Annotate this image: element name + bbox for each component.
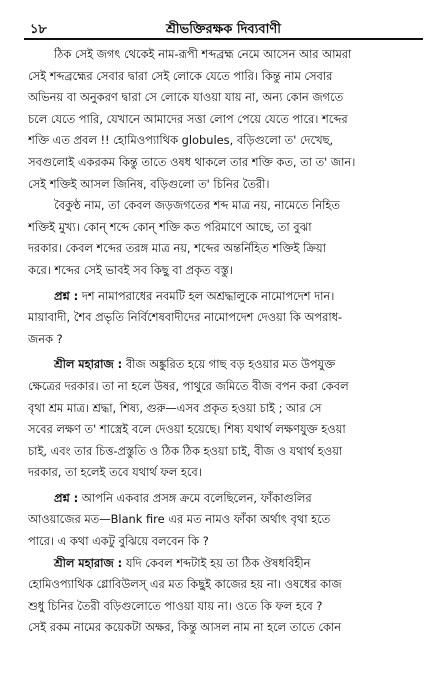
question-label: প্রশ্ন : xyxy=(54,288,79,303)
text-line: চলে যেতে পারি, যেখানে আমাদের সত্তা লোপ পেয়ে যেতে পারে। শব্দের xyxy=(28,111,348,126)
paragraph-2 xyxy=(28,195,419,281)
text-line: দরকার, তা হলেই তবে যথার্থ ফল হবে। xyxy=(28,465,202,480)
text-line: জনক ? xyxy=(28,331,63,346)
text-line: সবগুলোই একরকম কিন্তু তাতে ওষধ থাকলে তার শক্তি কত, তা ত' জান। xyxy=(28,154,356,169)
text-line: শুধু চিনির তৈরী বড়িগুলোতে পাওয়া যায় না। ওতে কি ফল হবে ? xyxy=(28,598,323,613)
page-number: ১৮ xyxy=(30,22,47,37)
text-line: ঠিক সেই জগৎ থেকেই নাম-রূপী শব্দব্রহ্ম নেমে আসেন আর আমরা xyxy=(54,47,352,61)
text-line: অভিনয় বা অনুকরণ দ্বারা সে লোকে যাওয়া যায় না, অন্য কোন জগতে xyxy=(28,90,344,105)
text-line: করে। শব্দের সেই ভাবই সব কিছু বা প্রকৃত বস্তু। xyxy=(28,262,233,277)
text-line xyxy=(28,488,419,510)
text-line: হোমিওপ্যাথিক গ্লোবিউলস্ এর মত কিছুই কাজের হয় না। ওষধের কাজ xyxy=(28,577,342,592)
text-line: সবের লক্ষণ ত' শাস্ত্রেই বলে দেওয়া হয়েছে। শিষ্য যথার্থ লক্ষণযুক্ত হওয়া xyxy=(28,422,346,437)
page-body xyxy=(28,44,419,639)
text-line xyxy=(28,553,419,575)
answer-text: বীজ অঙ্কুরিত হয়ে গাছ বড় হওয়ার মত উপযুক্ত xyxy=(125,357,336,372)
text-line: বৃথা শ্রম মাত্র। শ্রদ্ধা, শিষ্য, গুরু—এসব প্রকৃত হওয়া চাই ; আর সে xyxy=(28,400,322,415)
text-line: বৈকুণ্ঠ নাম, তা কেবল জড়জগতের শব্দ মাত্র নয়, নামেতে নিহিত xyxy=(54,198,340,213)
speaker-label: শ্রীল মহারাজ : xyxy=(54,357,123,372)
question-label: প্রশ্ন : xyxy=(54,490,79,505)
question-text: দশ নামাপরাধের নবমটি হল অশ্রদ্ধালুকে নামোপদেশ দান। xyxy=(81,288,335,303)
text-line: শক্তি এত প্রবল !! হোমিওপ্যাথিক globules, বড়িগুলো ত' দেখেছ, xyxy=(28,133,334,148)
text-line xyxy=(28,354,419,376)
text-line xyxy=(28,286,419,308)
paragraph-1 xyxy=(28,44,419,195)
text-line: সেই শক্তিই আসল জিনিষ, বড়িগুলো ত' চিনির তৈরী। xyxy=(28,176,270,191)
running-title: শ্রীভক্তিরক্ষক দিব্যবাণী xyxy=(165,22,281,37)
text-line: মায়াবাদী, শৈব প্রভৃতি নির্বিশেষবাদীদের নামোপদেশ দেওয়া কি অপরাধ- xyxy=(28,310,343,325)
header-rule xyxy=(24,38,423,40)
text-line: দরকার। কেবল শব্দের তরঙ্গ মাত্র নয়, শব্দের অন্তর্নিহিত শক্তিই ক্রিয়া xyxy=(28,241,326,256)
text-line: ক্ষেত্রের দরকার। তা না হলে উষর, পাথুরে জমিতে বীজ বপন করা কেবল xyxy=(28,378,349,393)
text-line: শক্তিই মুখ্য। কোন্ শব্দে কোন্ শক্তি কত পরিমাণে আছে, তা বুঝা xyxy=(28,219,312,234)
text-line: সেই রকম নামের কয়েকটা অক্ষর, কিন্তু আসল নাম না হলে তাতে কোন xyxy=(28,620,342,635)
answer-2 xyxy=(28,553,419,639)
speaker-label: শ্রীল মহারাজ : xyxy=(54,555,123,570)
question-2 xyxy=(28,488,419,553)
question-1 xyxy=(28,286,419,351)
text-line: সেই শব্দব্রহ্মের সেবার দ্বারা সেই লোকে যেতে পারি। কিন্তু নাম সেবার xyxy=(28,68,333,83)
answer-1 xyxy=(28,354,419,484)
question-text: আপনি একবার প্রসঙ্গ ক্রমে বলেছিলেন, ফাঁকাগুলির xyxy=(81,490,312,505)
text-line: পারে। এ কথা একটু বুঝিয়ে বলবেন কি ? xyxy=(28,534,209,549)
text-line: আওয়াজের মত—Blank fire এর মত নামও ফাঁকা অর্থাৎ বৃথা হতে xyxy=(28,512,331,527)
answer-text: যদি কেবল শব্দটাই হয় তা ঠিক ঔষধবিহীন xyxy=(125,555,311,570)
text-line: চাই, এবং তার চিত্ত-প্রস্তুতি ও ঠিক ঠিক হওয়া চাই, বীজ ও যথার্থ হওয়া xyxy=(28,443,343,458)
